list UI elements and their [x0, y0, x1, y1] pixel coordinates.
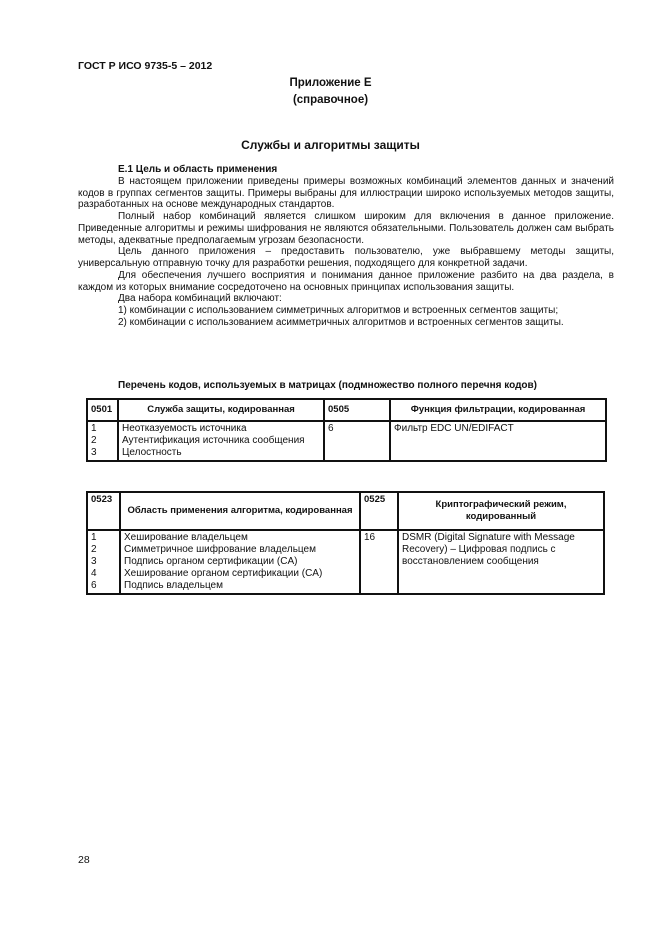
table-caption: Перечень кодов, используемых в матрицах (подмножество полного перечня кодов) [118, 380, 537, 391]
paragraph: Цель данного приложения – предоставить пользователю, уже выбравшему методы защиты, универсальную отправную точку для разработки решения, подходящего для конкретной задачи. [78, 246, 614, 269]
value-cell: Фильтр EDC UN/EDIFACT [390, 421, 606, 461]
codes-table-2 [86, 491, 605, 595]
paragraph: Полный набор комбинаций является слишком широким для включения в данное приложение. Приведенные алгоритмы и режимы шифрования не являются обязательными. Пользователь должен сам выбрать методы, адекватные предполагаемым угрозам безопасности. [78, 211, 614, 246]
code-cell: 1 2 3 4 6 [87, 530, 120, 594]
value-cell: Неотказуемость источника Аутентификация источника сообщения Целостность [118, 421, 324, 461]
value-cell: DSMR (Digital Signature with Message Recovery) – Цифровая подпись с восстановлением сообщения [398, 530, 604, 594]
column-header: 0505 [324, 399, 390, 421]
appendix-subtitle: (справочное) [292, 94, 369, 106]
column-header: Служба защиты, кодированная [118, 399, 324, 421]
code-cell: 16 [360, 530, 398, 594]
paragraph: Для обеспечения лучшего восприятия и понимания данное приложение разбито на два раздела, в каждом из которых внимание сосредоточено на основных принципах использования защиты. [78, 269, 614, 293]
codes-table-1 [86, 398, 607, 462]
column-header: Функция фильтрации, кодированная [390, 399, 606, 421]
appendix-title: Приложение Е [289, 77, 372, 89]
page-heading: Службы и алгоритмы защиты [241, 138, 420, 152]
page-number: 28 [78, 854, 90, 866]
column-header: 0501 [87, 399, 118, 421]
code-cell: 1 2 3 [87, 421, 118, 461]
list-item: 1) комбинации с использованием симметричных алгоритмов и встроенных сегментов защиты; [118, 305, 559, 316]
paragraph: В настоящем приложении приведены примеры возможных комбинаций элементов данных и значений кодов в группах сегментов защиты. Примеры выбраны для иллюстрации широко используемых методов защиты, разработанных на основе международных стандартов. [78, 175, 614, 211]
section-body [78, 164, 614, 329]
column-header: 0523 [87, 492, 120, 530]
paragraph: Два набора комбинаций включают: [118, 293, 282, 305]
list-item: 2) комбинации с использованием асимметричных алгоритмов и встроенных сегментов защиты. [118, 316, 564, 328]
column-header: Область применения алгоритма, кодированная [120, 492, 360, 530]
code-cell: 6 [324, 421, 390, 461]
column-header: Криптографический режим, кодированный [398, 492, 604, 530]
value-cell: Хеширование владельцем Симметричное шифрование владельцем Подпись органом сертификации (CA) Хеширование органом сертификации (CA) Подпись владельцем [120, 530, 360, 594]
column-header: 0525 [360, 492, 398, 530]
standard-header: ГОСТ Р ИСО 9735-5 – 2012 [78, 60, 213, 72]
section-title: Е.1 Цель и область применения [118, 164, 278, 175]
